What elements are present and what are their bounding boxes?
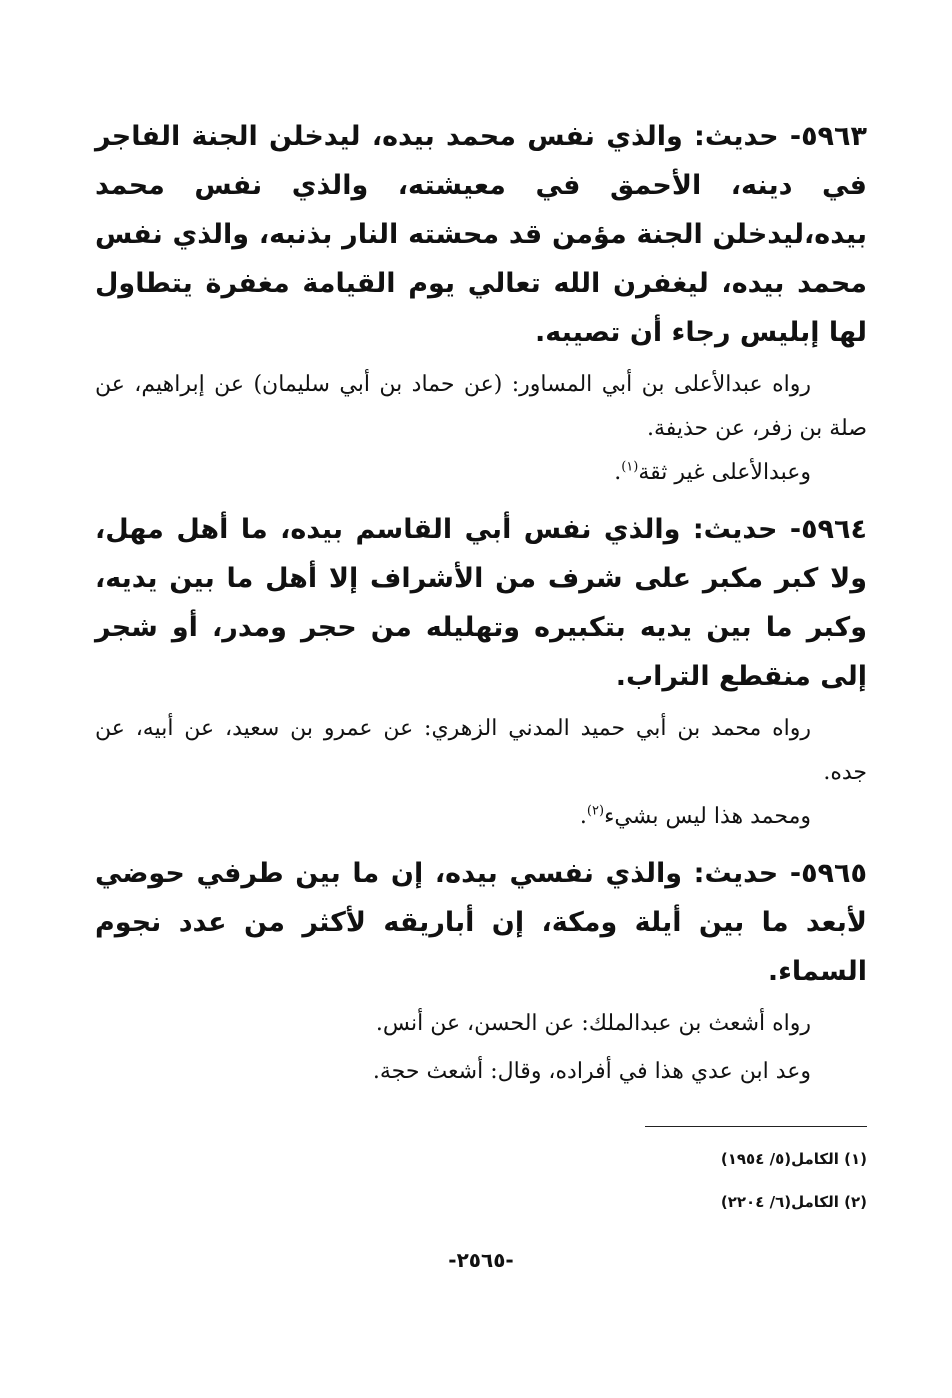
hadith-5963: ٥٩٦٣- حديث: والذي نفس محمد بيده، ليدخلن الجنة الفاجر في دينه، الأحمق في معيشته، والذي نفس محمد بيده،ليدخلن الجنة مؤمن قد محشته النار بذنبه، والذي نفس محمد بيده، ليغفرن الله تعالي يوم القيامة مغفرة يتطاول لها إبليس رجاء أن تصيبه. bbox=[95, 121, 867, 348]
footnote-2: (٢) الكامل(٦/ ٢٢٠٤) bbox=[720, 1193, 867, 1211]
note-text: ومحمد هذا ليس بشيء bbox=[604, 804, 811, 829]
narration-5963: رواه عبدالأعلى بن أبي المساور: (عن حماد بن أبي سليمان) عن إبراهيم، عن صلة بن زفر، عن حذيفة. bbox=[95, 372, 867, 441]
narration-5964: رواه محمد بن أبي حميد المدني الزهري: عن عمرو بن سعيد، عن أبيه، عن جده. bbox=[95, 716, 867, 785]
note-5964: ومحمد هذا ليس بشيء$^{(٢)}$. bbox=[579, 803, 811, 829]
footnote-ref-1[interactable]: (١) bbox=[621, 459, 639, 475]
footnote-1: (١) الكامل(٥/ ١٩٥٤) bbox=[720, 1150, 867, 1168]
note-text: وعبدالأعلى غير ثقة bbox=[638, 460, 811, 485]
page-number: -٢٥٦٥- bbox=[448, 1248, 514, 1272]
note-5965: وعد ابن عدي هذا في أفراده، وقال: أشعث حجة. bbox=[372, 1059, 811, 1084]
document-page bbox=[95, 112, 867, 1292]
hadith-5965: ٥٩٦٥- حديث: والذي نفسي بيده، إن ما بين طرفي حوضي لأبعد ما بين أيلة ومكة، إن أباريقه لأكثر من عدد نجوم السماء. bbox=[95, 858, 867, 987]
footnotes bbox=[95, 1138, 867, 1224]
hadith-5964: ٥٩٦٤- حديث: والذي نفس أبي القاسم بيده، ما أهل مهل، ولا كبر مكبر على شرف من الأشراف إلا أهل ما بين يديه، وكبر ما بين يديه بتكبيره وتهليله من حجر ومدر، أو شجر إلى منقطع التراب. bbox=[95, 514, 867, 692]
footnote-divider bbox=[645, 1126, 867, 1127]
narration-5965: رواه أشعث بن عبدالملك: عن الحسن، عن أنس. bbox=[375, 1011, 811, 1036]
note-5963: وعبدالأعلى غير ثقة$^{(١)}$. bbox=[614, 459, 811, 485]
footnote-ref-2[interactable]: (٢) bbox=[586, 803, 605, 819]
